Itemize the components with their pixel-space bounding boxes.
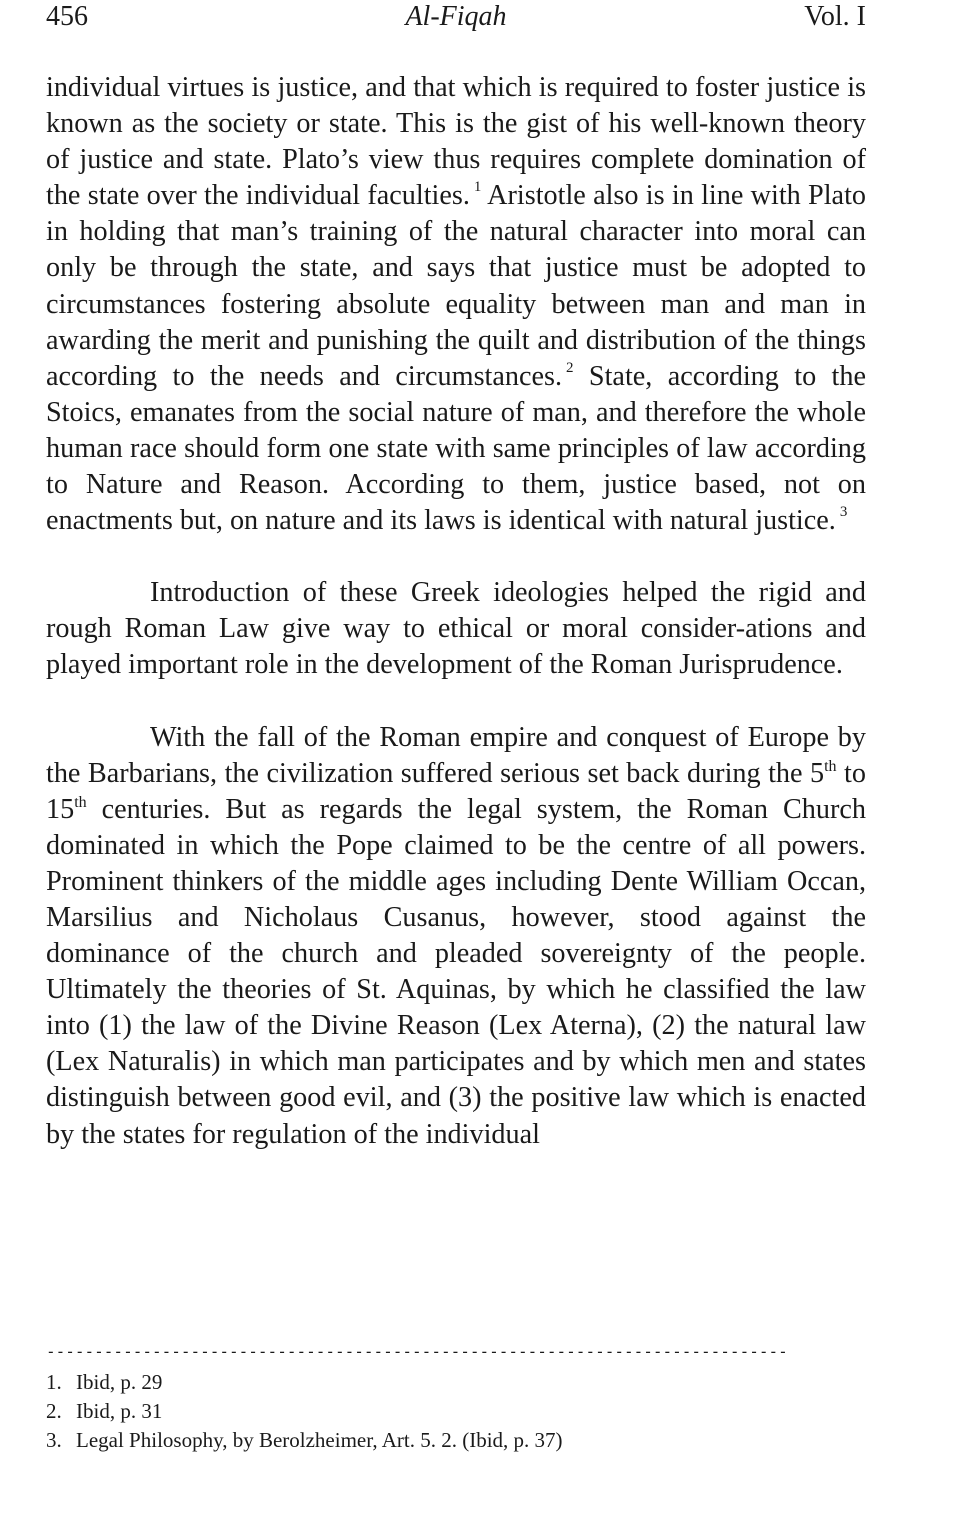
footnote-number: 2. [46, 1399, 62, 1423]
paragraph-3-part-1: With the fall of the Roman empire and conquest of Europe by the Barbarians, the civilization suffered serious set back during the 5 [46, 721, 866, 789]
paragraph-2: Introduction of these Greek ideologies helped the rigid and rough Roman Law give way to ethical or moral consider-ations and played important role in the development of the Roman Jurisprudence. [46, 577, 866, 681]
footnote-text: Ibid, p. 31 [76, 1399, 163, 1423]
footnote-separator: ----------------------------------------------------------------------------- [46, 1342, 788, 1361]
footnote-text: Legal Philosophy, by Berolzheimer, Art. 5. 2. (Ibid, p. 37) [76, 1428, 563, 1452]
footnote-ref-1: 1 [473, 179, 482, 196]
ordinal-suffix-2: th [74, 793, 87, 811]
paragraph-3-part-2: to 15 [46, 757, 866, 825]
volume-label: Vol. I [804, 1, 866, 32]
paragraph-3-part-3: centuries. But as regards the legal system, the Roman Church dominated in which the Pope claimed to be the centre of all powers. Prominent thinkers of the middle ages including Dente William Occan, Marsilius and Nicholaus Cusanus, however, stood against the dominance of the church and pleaded sovereignty of the people. Ultimately the theories of St. Aquinas, by which he classified the law into (1) the law of the Divine Reason (Lex Aterna), (2) the natural law (Lex Naturalis) in which man participates and by which men and states distinguish between good evil, and (3) the positive law which is enacted by the states for regulation of the individual [46, 793, 866, 1150]
book-title: Al-Fiqah [405, 1, 507, 32]
page-number: 456 [46, 1, 88, 32]
paragraph-3 [46, 720, 866, 1153]
paragraph-1-part-2: Aristotle also is in line with Plato in holding that man’s training of the natural character into moral can only be through the state, and says that justice must be adopted to circumstances fostering absolute equality between man and man in awarding the merit and punishing the quilt and distribution of the things according to the needs and circumstances. [46, 180, 866, 392]
main-text [46, 70, 866, 1153]
footnote-number: 3. [46, 1428, 62, 1452]
paragraph-gap [46, 684, 866, 720]
paragraph-1 [46, 70, 866, 539]
footnote-ref-3: 3 [839, 504, 848, 521]
footnotes [46, 1368, 866, 1455]
footnote-ref-2: 2 [566, 359, 574, 376]
ordinal-suffix-1: th [824, 757, 837, 775]
footnote-2 [46, 1397, 866, 1426]
footnote-number: 1. [46, 1370, 62, 1394]
footnote-1 [46, 1368, 866, 1397]
paragraph-1-part-1: individual virtues is justice, and that which is required to foster justice is known as the society or state. This is the gist of his well-known theory of justice and state. Plato’s view thus requires complete domination of the state over the individual faculties. [46, 72, 866, 212]
paragraph-gap [46, 539, 866, 575]
paragraph-1-part-3: State, according to the Stoics, emanates from the social nature of man, and therefore the whole human race should form one state with same principles of law according to Nature and Reason. According to them, justice based, not on enactments but, on nature and its laws is identical with natural justice. [46, 360, 866, 537]
footnote-3 [46, 1426, 866, 1455]
running-header [46, 0, 866, 36]
footnote-text: Ibid, p. 29 [76, 1370, 163, 1394]
